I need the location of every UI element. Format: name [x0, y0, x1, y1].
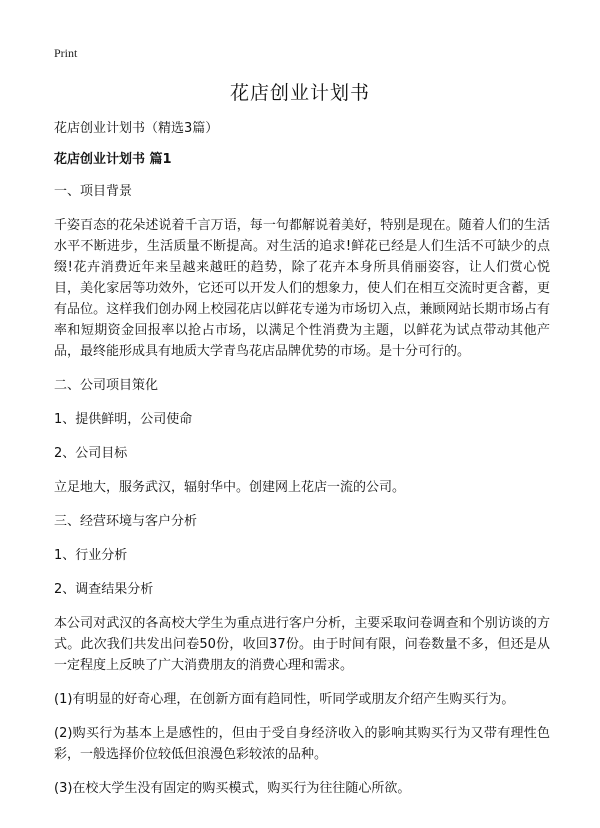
item-company-goal: 2、公司目标 [54, 446, 128, 461]
heading-company-planning: 二、公司项目策化 [54, 378, 159, 393]
document-subtitle: 花店创业计划书（精选3篇） [54, 121, 219, 136]
print-label: Print [54, 46, 78, 60]
document-title: 花店创业计划书 [229, 82, 370, 104]
item-survey-analysis: 2、调查结果分析 [54, 582, 154, 597]
list-item-no-fixed-pattern: (3)在校大学生没有固定的购买模式，购买行为往往随心所欲。 [54, 781, 411, 796]
list-item-emotional-purchase: (2)购买行为基本上是感性的，但由于受自身经济收入的影响其购买行为又带有理性色彩，一般选择价位较低但浪漫色彩较浓的品种。 [54, 726, 550, 762]
item-industry-analysis: 1、行业分析 [54, 548, 128, 563]
paragraph-background: 千姿百态的花朵述说着千言万语，每一句都解说着美好，特别是现在。随着人们的生活水平不断进步，生活质量不断提高。对生活的追求!鲜花已经是人们生活不可缺少的点缀!花卉消费近年来呈越来越旺的趋势，除了花卉本身所具俏丽姿容，让人们赏心悦目，美化家居等功效外，它还可以开发人们的想象力，使人们在相互交流时更含蓄，更有品位。这样我们创办网上校园花店以鲜花专递为市场切入点，兼顾网站长期市场占有率和短期资金回报率以抢占市场，以满足个性消费为主题，以鲜花为试点带动其他产品，最终能形成具有地质大学青鸟花店品牌优势的市场。是十分可行的。 [54, 218, 550, 359]
section-heading: 花店创业计划书 篇1 [54, 152, 172, 167]
document-body [54, 118, 550, 799]
list-item-curiosity: (1)有明显的好奇心理，在创新方面有趋同性，听同学或朋友介绍产生购买行为。 [54, 692, 515, 707]
item-company-mission: 1、提供鲜明，公司使命 [54, 412, 193, 427]
heading-environment-analysis: 三、经营环境与客户分析 [54, 514, 198, 529]
paragraph-company-goal: 立足地大，服务武汉，辐射华中。创建网上花店一流的公司。 [54, 480, 406, 495]
paragraph-survey: 本公司对武汉的各高校大学生为重点进行客户分析，主要采取问卷调查和个别访谈的方式。此次我们共发出问卷50份，收回37份。由于时间有限，问卷数量不多，但还是从一定程度上反映了广大消费朋友的消费心理和需求。 [54, 616, 550, 673]
heading-project-background: 一、项目背景 [54, 184, 133, 199]
